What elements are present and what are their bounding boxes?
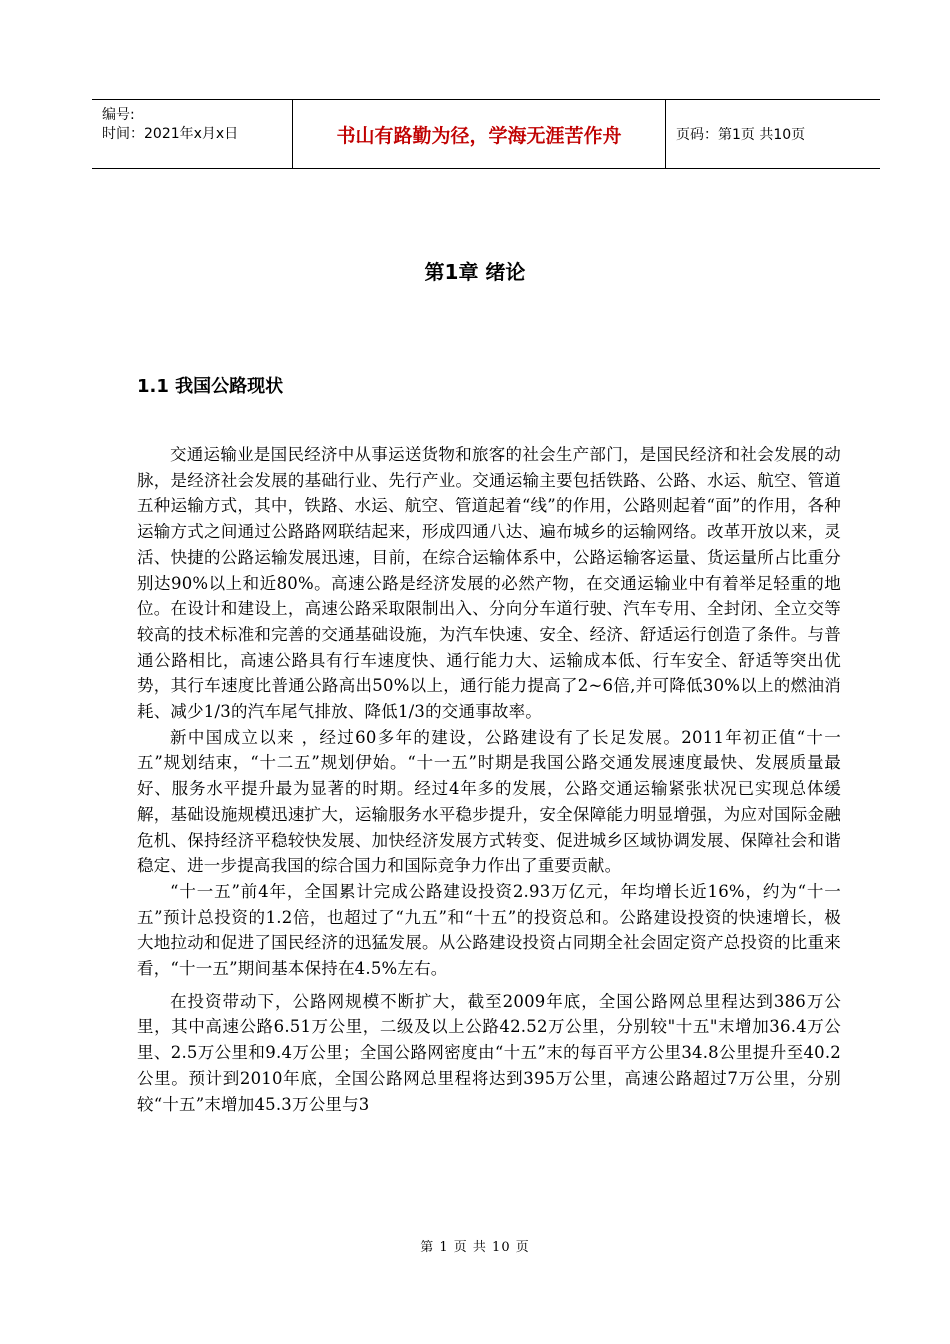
document-time-label: 时间：2021年x月x日 bbox=[102, 126, 239, 142]
page-header bbox=[92, 99, 880, 169]
header-page-info: 页码：第1页 共10页 bbox=[676, 127, 806, 143]
paragraph: “十一五”前4年，全国累计完成公路建设投资2.93万亿元，年均增长近16%，约为“十一五”预计总投资的1.2倍，也超过了“九五”和“十五”的投资总和。公路建设投资的快速增长，极大地拉动和促进了国民经济的迅猛发展。从公路建设投资占同期全社会固定资产总投资的比重来看，“十一五”期间基本保持在4.5%左右。 bbox=[137, 881, 841, 979]
paragraph: 新中国成立以来 ，经过60多年的建设，公路建设有了长足发展。2011年初正值“十一五”规划结束，“十二五”规划伊始。“十一五”时期是我国公路交通发展速度最快、发展质量最好、服务水平提升最为显著的时期。经过4年多的发展，公路交通运输紧张状况已实现总体缓解，基础设施规模迅速扩大，运输服务水平稳步提升，安全保障能力明显增强，为应对国际金融危机、保持经济平稳较快发展、加快经济发展方式转变、促进城乡区域协调发展、保障社会和谐稳定、进一步提高我国的综合国力和国际竞争力作出了重要贡献。 bbox=[137, 727, 841, 876]
paragraph: 交通运输业是国民经济中从事运送货物和旅客的社会生产部门，是国民经济和社会发展的动脉，是经济社会发展的基础行业、先行产业。交通运输主要包括铁路、公路、水运、航空、管道五种运输方式，其中，铁路、水运、航空、管道起着“线”的作用，公路则起着“面”的作用，各种运输方式之间通过公路路网联结起来，形成四通八达、遍布城乡的运输网络。改革开放以来，灵活、快捷的公路运输发展迅速，目前，在综合运输体系中，公路运输客运量、货运量所占比重分别达90%以上和近80%。高速公路是经济发展的必然产物，在交通运输业中有着举足轻重的地位。在设计和建设上，高速公路采取限制出入、分向分车道行驶、汽车专用、全封闭、全立交等较高的技术标准和完善的交通基础设施，为汽车快速、安全、经济、舒适运行创造了条件。与普通公路相比，高速公路具有行车速度快、通行能力大、运输成本低、行车安全、舒适等突出优势，其行车速度比普通公路高出50%以上，通行能力提高了2~6倍,并可降低30%以上的燃油消耗、减少1/3的汽车尾气排放、降低1/3的交通事故率。 bbox=[137, 445, 841, 722]
header-motto: 书山有路勤为径，学海无涯苦作舟 bbox=[292, 100, 666, 168]
paragraph: 在投资带动下，公路网规模不断扩大，截至2009年底，全国公路网总里程达到386万公里，其中高速公路6.51万公里，二级及以上公路42.52万公里，分别较"十五"末增加36.4万公里、2.5万公里和9.4万公里；全国公路网密度由“十五”末的每百平方公里34.8公里提升至40.2公里。预计到2010年底，全国公路网总里程将达到395万公里，高速公路超过7万公里，分别较“十五”末增加45.3万公里与3 bbox=[137, 991, 841, 1114]
section-title: 1.1 我国公路现状 bbox=[137, 376, 284, 397]
header-meta bbox=[92, 100, 292, 168]
document-number-label: 编号: bbox=[102, 107, 135, 123]
page-footer: 第 1 页 共 10 页 bbox=[420, 1240, 530, 1255]
body-text bbox=[137, 442, 841, 1117]
chapter-title: 第1章 绪论 bbox=[424, 260, 526, 284]
